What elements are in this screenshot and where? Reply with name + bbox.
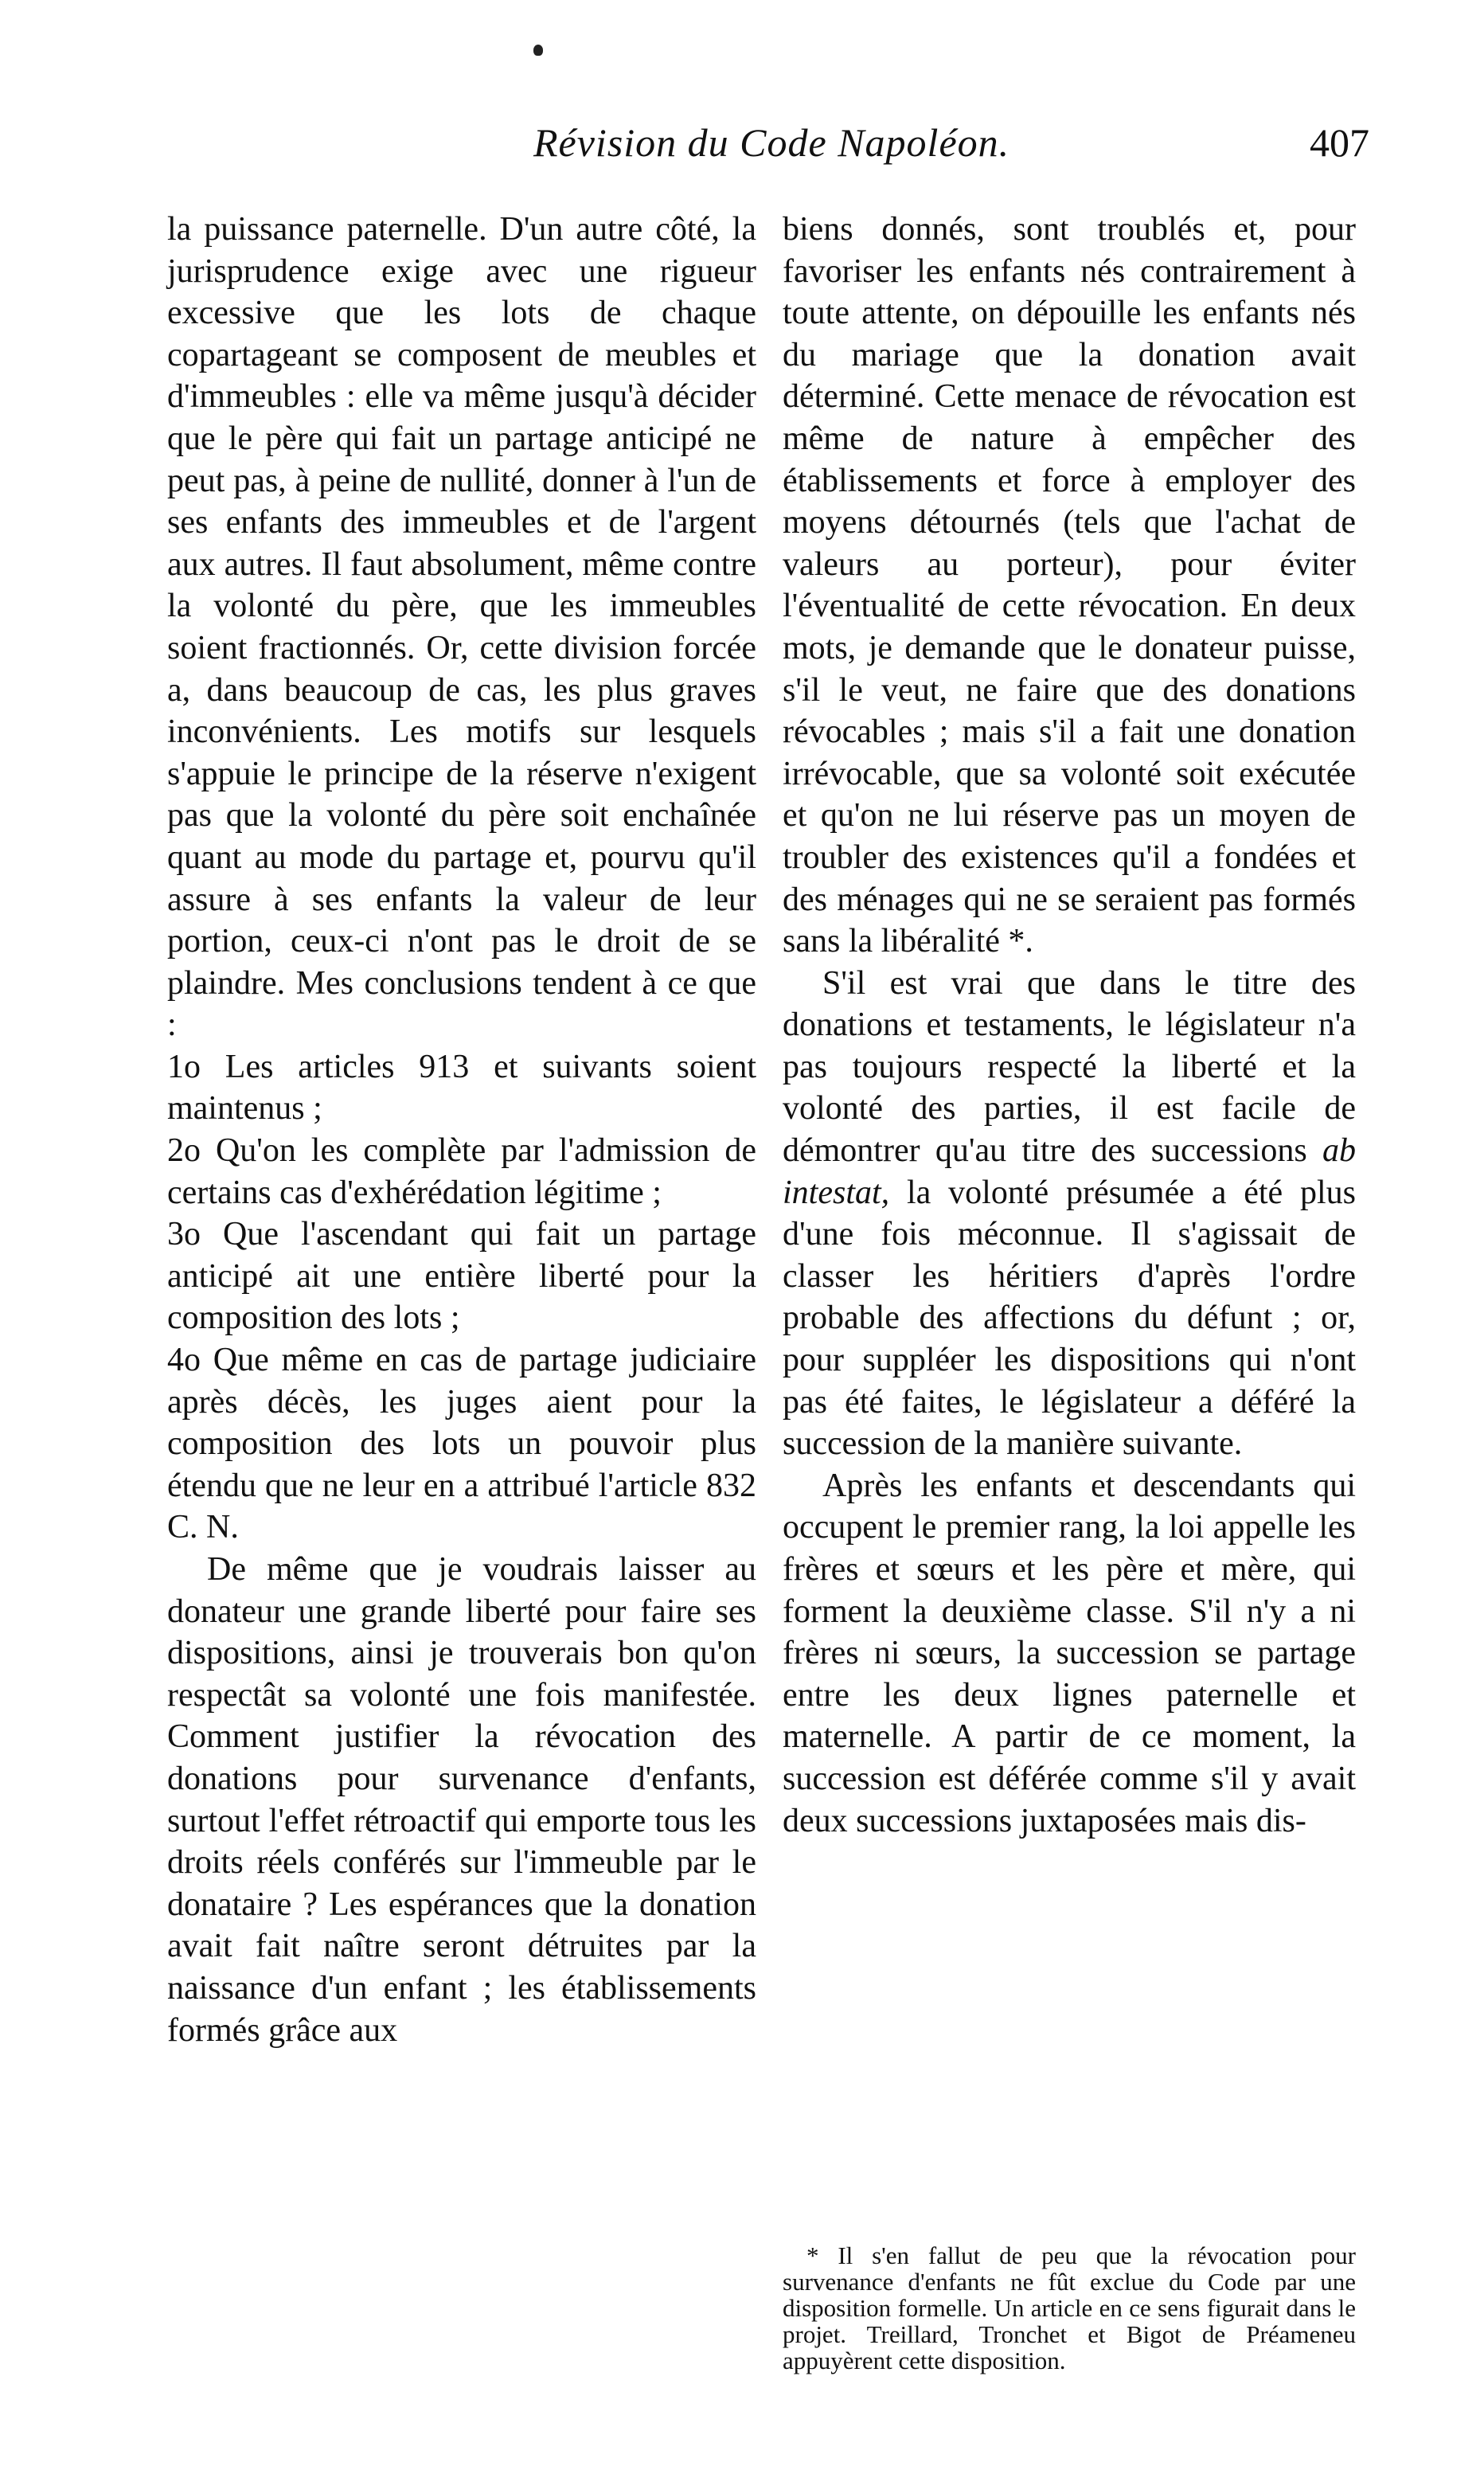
left-column xyxy=(167,209,756,2051)
paragraph-text: la volonté présumée a été plus d'une fois méconnue. Il s'agissait de classer les héritiers d'après l'ordre probable des affections du défunt ; or, pour suppléer les dispositions qui n'ont pas été faites, le législateur a déféré la succession de la manière suivante. xyxy=(783,1174,1356,1463)
paragraph-text: S'il est vrai que dans le titre des donations et testaments, le législateur n'a pas toujours respecté la liberté et la volonté des parties, il est facile de démontrer qu'au titre des successions xyxy=(783,964,1356,1170)
printer-mark xyxy=(533,45,543,56)
running-title: Révision du Code Napoléon. xyxy=(533,120,1010,165)
paragraph: Après les enfants et descendants qui occupent le premier rang, la loi appelle les frères et sœurs et les père et mère, qui forment la deuxième classe. S'il n'y a ni frères ni sœurs, la succession se partage entre les deux lignes paternelle et maternelle. A partir de ce moment, la succession est déférée comme s'il y avait deux successions juxtaposées mais dis- xyxy=(783,1467,1356,1839)
right-column xyxy=(783,209,1356,1842)
conclusion-item-2: 2o Qu'on les complète par l'admission de certains cas d'exhérédation légitime ; xyxy=(167,1132,756,1211)
conclusion-item-3: 3o Que l'ascendant qui fait un partage anticipé ait une entière liberté pour la composition des lots ; xyxy=(167,1216,756,1337)
paragraph: la puissance paternelle. D'un autre côté, la jurisprudence exige avec une rigueur excessive que les lots de chaque copartageant se composent de meubles et d'immeubles : elle va même jusqu'à décider que le père qui fait un partage anticipé ne peut pas, à peine de nullité, donner à l'un de ses enfants des immeubles et de l'argent aux autres. Il faut absolument, même contre la volonté du père, que les immeubles soient fractionnés. Or, cette division forcée a, dans beaucoup de cas, les plus graves inconvénients. Les motifs sur lesquels s'appuie le principe de la réserve n'exigent pas que la volonté du père soit enchaînée quant au mode du partage et, pourvu qu'il assure à ses enfants la valeur de leur portion, ceux-ci n'ont pas le droit de se plaindre. Mes conclusions tendent à ce que : xyxy=(167,211,756,1044)
conclusion-item-1: 1o Les articles 913 et suivants soient maintenus ; xyxy=(167,1048,756,1128)
paragraph: biens donnés, sont troublés et, pour favoriser les enfants nés contrairement à toute attente, on dépouille les enfants nés du mariage que la donation avait déterminé. Cette menace de révocation est même de nature à empêcher des établissements et force à employer des moyens détournés (tels que l'achat de valeurs au porteur), pour éviter l'éventualité de cette révocation. En deux mots, je demande que le donateur puisse, s'il le veut, ne faire que des donations révocables ; mais s'il a fait une donation irrévocable, que sa volonté soit exécutée et qu'on ne lui réserve pas un moyen de troubler des existences qu'il a fondées et des ménages qui ne se seraient pas formés sans la libéralité *. xyxy=(783,211,1356,960)
paragraph xyxy=(783,963,1356,1465)
page-number: 407 xyxy=(1310,120,1369,165)
paragraph: De même que je voudrais laisser au donateur une grande liberté pour faire ses dispositions, ainsi je trouverais bon qu'on respectât sa volonté une fois manifestée. Comment justifier la révocation des donations pour survenance d'enfants, surtout l'effet rétroactif qui emporte tous les droits réels conférés sur l'immeuble par le donataire ? Les espérances que la donation avait fait naître seront détruites par la naissance d'un enfant ; les établissements formés grâce aux xyxy=(167,1551,756,2049)
page-header xyxy=(159,119,1369,183)
footnote: * Il s'en fallut de peu que la révocation pour survenance d'enfants ne fût exclue du Code par une disposition formelle. Un article en ce sens figurait dans le projet. Treillard, Tronchet et Bigot de Préameneu appuyèrent cette disposition. xyxy=(783,2241,1356,2374)
conclusion-item-4: 4o Que même en cas de partage judiciaire après décès, les juges aient pour la composition des lots un pouvoir plus étendu que ne leur en a attribué l'article 832 C. N. xyxy=(167,1342,756,1546)
latin-phrase: ab intestat, xyxy=(783,1132,1356,1211)
